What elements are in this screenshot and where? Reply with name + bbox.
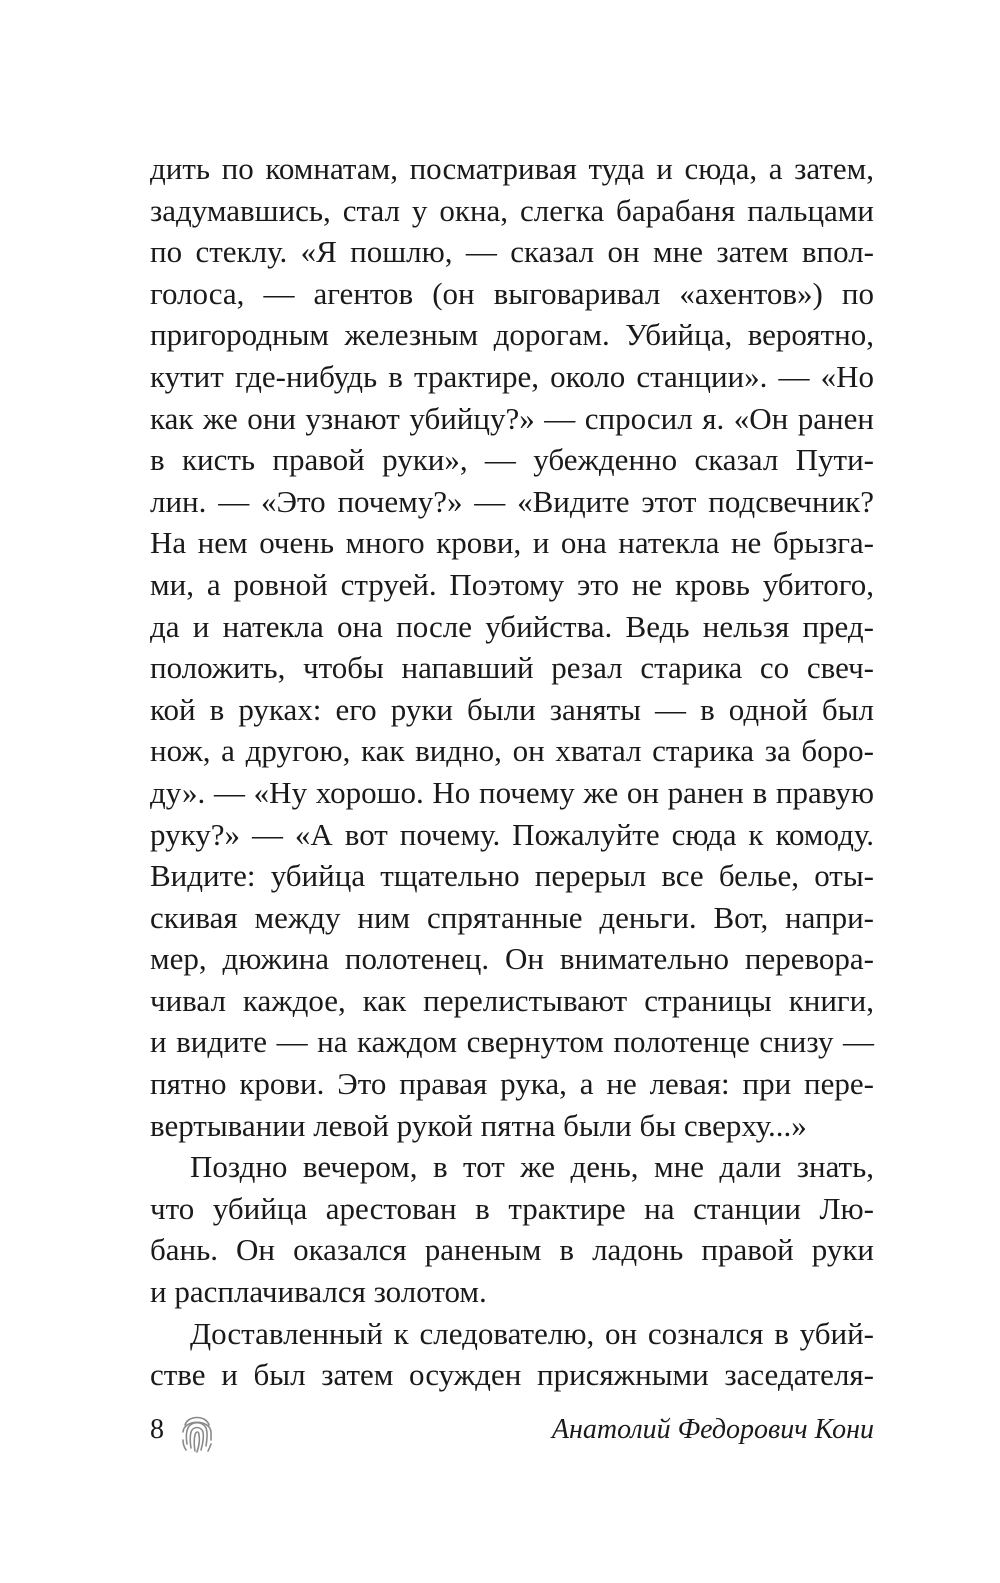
text-line: пригородным железным дорогам. Убийца, вероятно,: [150, 317, 874, 353]
text-line: нож, а другою, как видно, он хватал старика за боро-: [150, 733, 874, 769]
page-footer: [150, 1410, 874, 1454]
text-line: Доставленный к следователю, он сознался в убий-: [190, 1315, 874, 1351]
text-line: кутит где-нибудь в трактире, около станции». — «Но: [150, 358, 874, 394]
text-line: голоса, — агентов (он выговаривал «ахентов») по: [150, 275, 874, 311]
text-line: лин. — «Это почему?» — «Видите этот подсвечник?: [150, 483, 874, 519]
text-line: На нем очень много крови, и она натекла не брызга-: [150, 525, 874, 561]
text-line: ду». — «Ну хорошо. Но почему же он ранен в правую: [150, 774, 874, 810]
text-line: положить, чтобы напавший резал старика со свеч-: [150, 650, 874, 686]
text-line: и расплачивался золотом.: [150, 1274, 487, 1310]
text-line: Поздно вечером, в тот же день, мне дали знать,: [190, 1149, 874, 1185]
page-body: [150, 148, 874, 1396]
text-line: дить по комнатам, посматривая туда и сюда, а затем,: [150, 151, 874, 186]
text-line: чивал каждое, как перелистывают страницы книги,: [150, 982, 874, 1018]
text-line: мер, дюжина полотенец. Он внимательно перевора-: [150, 941, 874, 977]
text-line: в кисть правой руки», — убежденно сказал Пути-: [150, 442, 874, 478]
text-line: ми, а ровной струей. Поэтому это не кровь убитого,: [150, 566, 874, 602]
text-line: скивая между ним спрятанные деньги. Вот, напри-: [150, 899, 874, 935]
text-line: кой в руках: его руки были заняты — в одной был: [150, 691, 874, 727]
running-head-author: Анатолий Федорович Кони: [551, 1414, 874, 1445]
page-number: 8: [150, 1414, 164, 1445]
text-line: что убийца арестован в трактире на станции Лю-: [150, 1190, 874, 1226]
text-line: пятно крови. Это правая рука, а не левая: при пере-: [150, 1066, 874, 1102]
text-line: да и натекла она после убийства. Ведь нельзя пред-: [150, 608, 874, 644]
text-line: бань. Он оказался раненым в ладонь правой руки: [150, 1232, 874, 1268]
text-line: по стеклу. «Я пошлю, — сказал он мне затем впол-: [150, 234, 874, 270]
text-line: вертывании левой рукой пятна были бы сверху...»: [150, 1107, 807, 1143]
fingerprint-icon: [180, 1410, 214, 1454]
text-line: и видите — на каждом свернутом полотенце снизу —: [150, 1024, 874, 1060]
text-line: Видите: убийца тщательно перерыл все белье, оты-: [150, 858, 874, 894]
text-line: как же они узнают убийцу?» — спросил я. «Он ранен: [150, 400, 874, 436]
text-line: руку?» — «А вот почему. Пожалуйте сюда к комоду.: [150, 816, 874, 852]
text-line: стве и был затем осужден присяжными заседателя-: [150, 1357, 874, 1393]
text-line: задумавшись, стал у окна, слегка барабаня пальцами: [150, 192, 874, 228]
